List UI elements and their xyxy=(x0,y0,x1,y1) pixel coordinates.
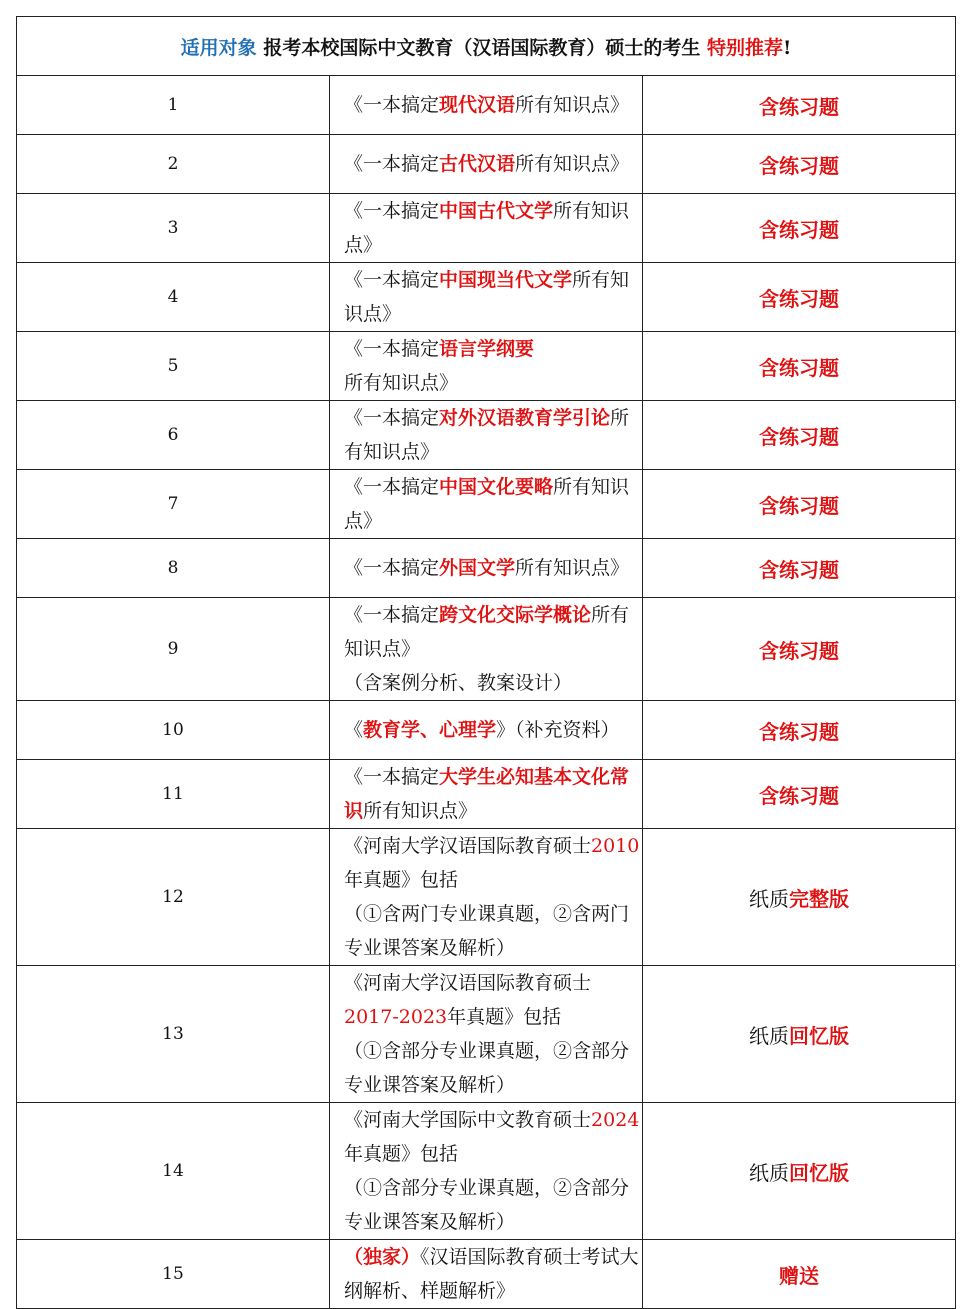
row-note: 含练习题 xyxy=(643,194,956,263)
row-title: 《河南大学汉语国际教育硕士2010年真题》包括 （①含两门专业课真题，②含两门专业课答案及解析） xyxy=(330,829,643,966)
row-title: 《一本搞定语言学纲要所有知识点》 xyxy=(330,332,643,401)
row-subtitle: （含案例分析、教案设计） xyxy=(344,672,573,694)
row-title: 《河南大学国际中文教育硕士2024年真题》包括 （①含部分专业课真题，②含部分专业课答案及解析） xyxy=(330,1103,643,1240)
row-note: 纸质回忆版 xyxy=(643,1103,956,1240)
row-note: 赠送 xyxy=(643,1240,956,1309)
row-title: 《一本搞定现代汉语所有知识点》 xyxy=(330,76,643,135)
row-number: 8 xyxy=(17,539,330,598)
row-subtitle: （①含部分专业课真题，②含部分专业课答案及解析） xyxy=(344,1040,630,1096)
row-number: 11 xyxy=(17,760,330,829)
row-number: 9 xyxy=(17,598,330,701)
row-note: 含练习题 xyxy=(643,135,956,194)
banner-suffix: ! xyxy=(782,36,792,59)
row-title: 《一本搞定跨文化交际学概论所有知识点》 （含案例分析、教案设计） xyxy=(330,598,643,701)
table-row xyxy=(17,760,956,829)
table-row xyxy=(17,135,956,194)
row-number: 4 xyxy=(17,263,330,332)
row-title: 《河南大学汉语国际教育硕士2017-2023年真题》包括 （①含部分专业课真题，②含部分专业课答案及解析） xyxy=(330,966,643,1103)
row-subtitle: （①含两门专业课真题，②含两门专业课答案及解析） xyxy=(344,903,630,959)
row-title: 《一本搞定外国文学所有知识点》 xyxy=(330,539,643,598)
row-note: 含练习题 xyxy=(643,470,956,539)
row-title: 《一本搞定古代汉语所有知识点》 xyxy=(330,135,643,194)
row-number: 7 xyxy=(17,470,330,539)
row-number: 5 xyxy=(17,332,330,401)
row-note: 纸质完整版 xyxy=(643,829,956,966)
table-row xyxy=(17,263,956,332)
table-row xyxy=(17,76,956,135)
table-row xyxy=(17,332,956,401)
row-note: 含练习题 xyxy=(643,76,956,135)
table-row xyxy=(17,539,956,598)
row-number: 14 xyxy=(17,1103,330,1240)
row-title: 《一本搞定大学生必知基本文化常识所有知识点》 xyxy=(330,760,643,829)
exclusive-tag: （独家） xyxy=(344,1246,421,1268)
row-note: 含练习题 xyxy=(643,701,956,760)
row-number: 2 xyxy=(17,135,330,194)
table-row xyxy=(17,598,956,701)
row-title: 《一本搞定中国现当代文学所有知识点》 xyxy=(330,263,643,332)
table-row xyxy=(17,401,956,470)
table-row xyxy=(17,829,956,966)
row-number: 10 xyxy=(17,701,330,760)
banner xyxy=(17,17,956,76)
row-note: 含练习题 xyxy=(643,760,956,829)
table-row xyxy=(17,966,956,1103)
row-number: 15 xyxy=(17,1240,330,1309)
row-note: 含练习题 xyxy=(643,263,956,332)
row-number: 1 xyxy=(17,76,330,135)
row-number: 13 xyxy=(17,966,330,1103)
row-title: （独家）《汉语国际教育硕士考试大纲解析、样题解析》 xyxy=(330,1240,643,1309)
row-number: 6 xyxy=(17,401,330,470)
row-number: 3 xyxy=(17,194,330,263)
row-title: 《教育学、心理学》（补充资料） xyxy=(330,701,643,760)
table-row xyxy=(17,194,956,263)
row-note: 纸质回忆版 xyxy=(643,966,956,1103)
row-title: 《一本搞定对外汉语教育学引论所有知识点》 xyxy=(330,401,643,470)
material-table xyxy=(16,16,956,1309)
row-note: 含练习题 xyxy=(643,401,956,470)
table-row xyxy=(17,701,956,760)
table-row xyxy=(17,470,956,539)
banner-highlight: 特别推荐 xyxy=(706,36,783,59)
row-title: 《一本搞定中国文化要略所有知识点》 xyxy=(330,470,643,539)
table-row xyxy=(17,1240,956,1309)
row-note: 含练习题 xyxy=(643,539,956,598)
row-note: 含练习题 xyxy=(643,332,956,401)
row-subtitle: （①含部分专业课真题，②含部分专业课答案及解析） xyxy=(344,1177,630,1233)
row-number: 12 xyxy=(17,829,330,966)
banner-text: 报考本校国际中文教育（汉语国际教育）硕士的考生 xyxy=(263,36,701,59)
row-title: 《一本搞定中国古代文学所有知识点》 xyxy=(330,194,643,263)
banner-label: 适用对象 xyxy=(180,36,257,59)
table-row xyxy=(17,1103,956,1240)
row-note: 含练习题 xyxy=(643,598,956,701)
